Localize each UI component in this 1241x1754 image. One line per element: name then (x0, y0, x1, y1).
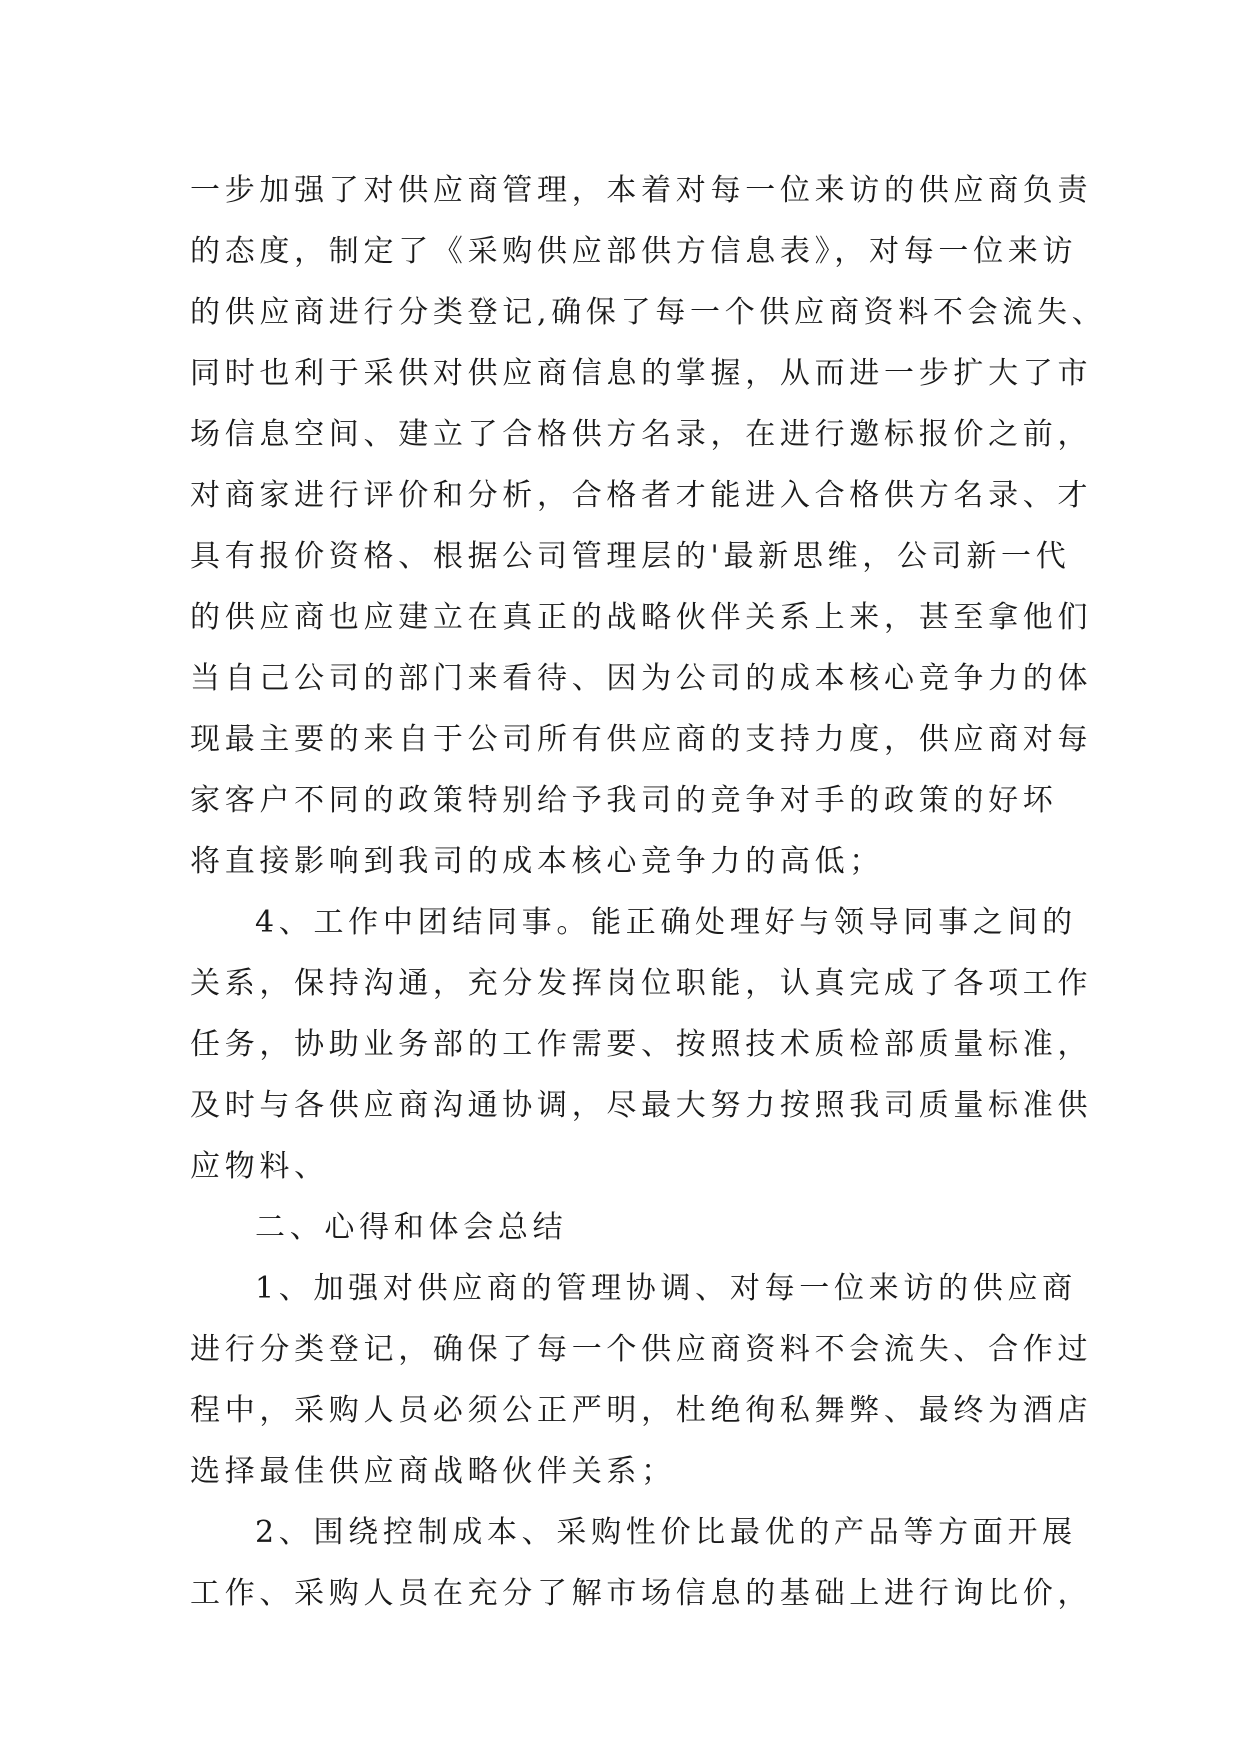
text-line: 具有报价资格、根据公司管理层的'最新思维，公司新一代 (190, 539, 1071, 574)
text-line: 现最主要的来自于公司所有供应商的支持力度，供应商对每 (190, 722, 1093, 757)
text-line: 将直接影响到我司的成本核心竞争力的高低； (190, 844, 884, 879)
paragraph-start-line: 2、围绕控制成本、采购性价比最优的产品等方面开展 (255, 1515, 1077, 1550)
text-line: 及时与各供应商沟通协调，尽最大努力按照我司质量标准供 (190, 1088, 1093, 1123)
text-line: 场信息空间、建立了合格供方名录，在进行邀标报价之前， (190, 417, 1093, 452)
text-line: 的供应商进行分类登记,确保了每一个供应商资料不会流失、 (190, 295, 1107, 330)
text-line: 工作、采购人员在充分了解市场信息的基础上进行询比价， (190, 1576, 1093, 1611)
section-heading: 二、心得和体会总结 (255, 1210, 568, 1245)
text-line: 家客户不同的政策特别给予我司的竞争对手的政策的好坏 (190, 783, 1058, 818)
paragraph-start-line: 4、工作中团结同事。能正确处理好与领导同事之间的 (255, 905, 1077, 940)
body-text (190, 160, 1107, 1624)
text-line: 的供应商也应建立在真正的战略伙伴关系上来，甚至拿他们 (190, 600, 1093, 635)
text-line: 任务，协助业务部的工作需要、按照技术质检部质量标准， (190, 1027, 1093, 1062)
text-line: 选择最佳供应商战略伙伴关系； (190, 1454, 676, 1489)
text-line: 一步加强了对供应商管理，本着对每一位来访的供应商负责 (190, 173, 1093, 208)
text-line: 关系，保持沟通，充分发挥岗位职能，认真完成了各项工作 (190, 966, 1093, 1001)
text-line: 程中，采购人员必须公正严明，杜绝徇私舞弊、最终为酒店 (190, 1393, 1093, 1428)
text-line: 同时也利于采供对供应商信息的掌握，从而进一步扩大了市 (190, 356, 1093, 391)
text-line: 应物料、 (190, 1149, 329, 1184)
paragraph-start-line: 1、加强对供应商的管理协调、对每一位来访的供应商 (255, 1271, 1077, 1306)
text-line: 对商家进行评价和分析，合格者才能进入合格供方名录、才 (190, 478, 1093, 513)
text-line: 进行分类登记，确保了每一个供应商资料不会流失、合作过 (190, 1332, 1093, 1367)
text-line: 的态度，制定了《采购供应部供方信息表》，对每一位来访 (190, 234, 1078, 269)
text-line: 当自己公司的部门来看待、因为公司的成本核心竞争力的体 (190, 661, 1093, 696)
